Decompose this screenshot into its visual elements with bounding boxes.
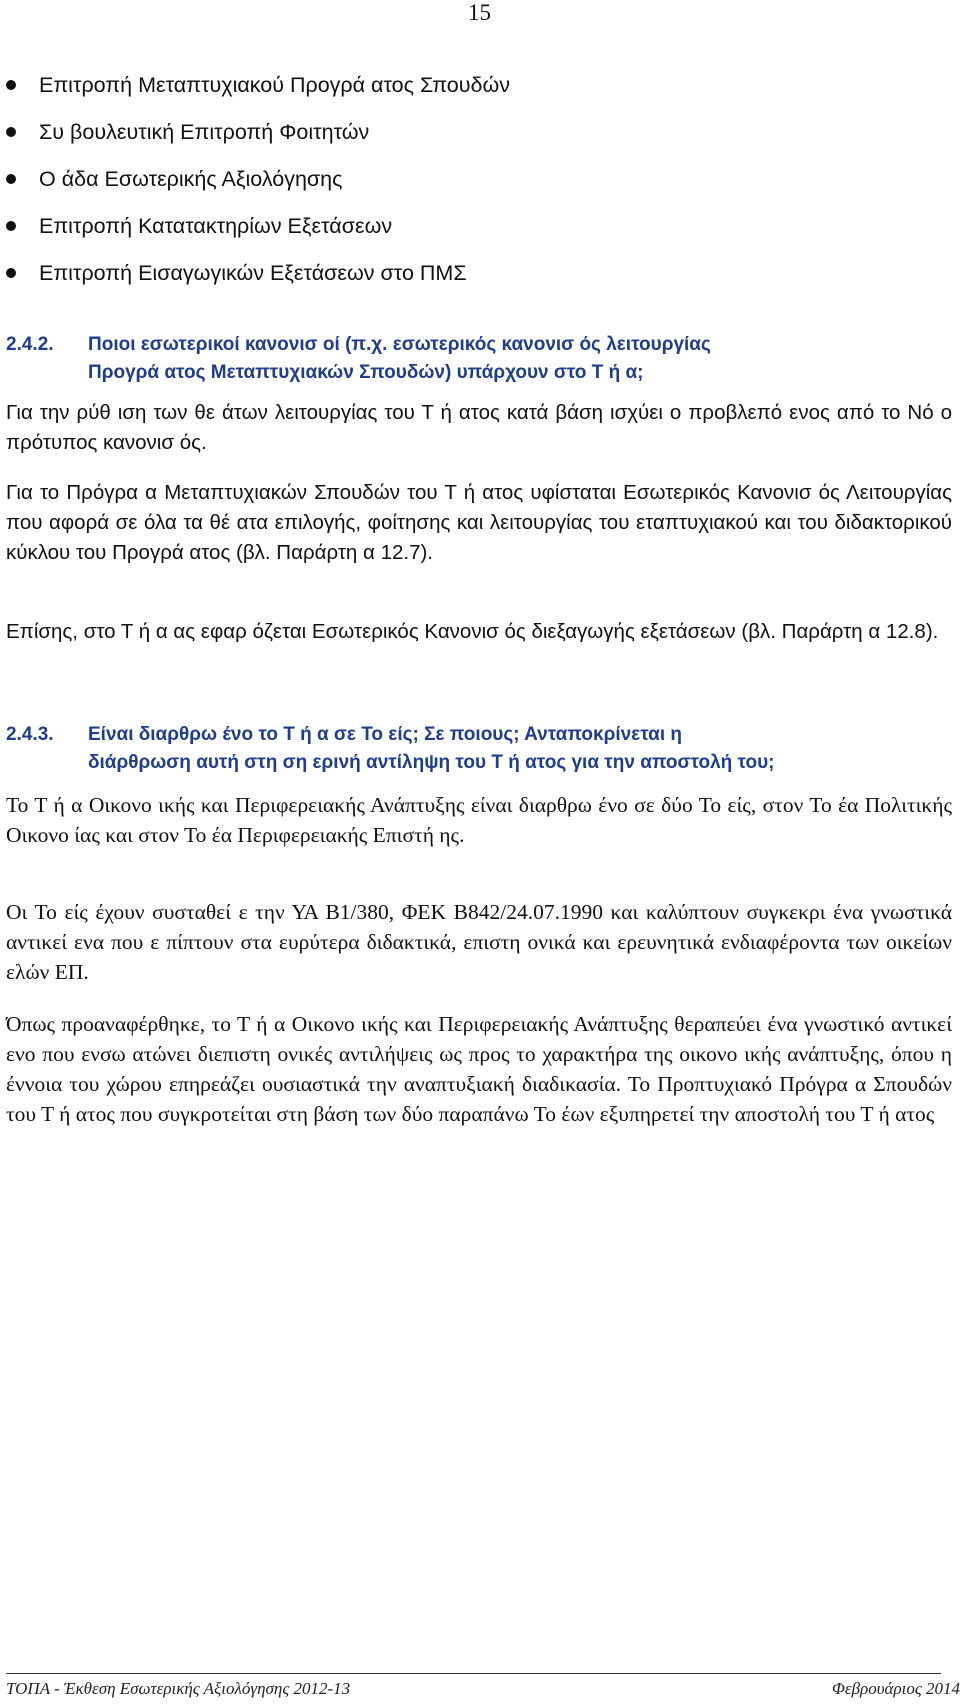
bullet-icon: [6, 127, 16, 137]
page-number: 15: [468, 0, 491, 25]
list-item: [6, 211, 510, 258]
section-heading-2-4-3: [6, 721, 954, 777]
heading-line-1: [6, 331, 954, 359]
paragraph: Οι Το είς έχουν συσταθεί ε την ΥΑ Β1/380, ΦΕΚ Β842/24.07.1990 και καλύπτουν συγκεκρι ένα γνωστικά αντικεί ενα που ε πίπτουν στα ευρύτερα διδακτικά, επιστη ονικά και ερευνητικά ενδιαφέροντα των οικείων ελών ΕΠ.: [6, 900, 952, 984]
heading-text: Είναι διαρθρω ένο το Τ ή α σε Το είς; Σε ποιους; Ανταποκρίνεται η: [88, 724, 682, 745]
list-item-text: Επιτροπή Κατατακτηρίων Εξετάσεων: [39, 214, 393, 238]
footer-left-text: ΤΟΠΑ - Έκθεση Εσωτερικής Αξιολόγησης 2012-13: [6, 1679, 351, 1698]
list-item-text: Επιτροπή Μεταπτυχιακού Προγρά ατος Σπουδών: [39, 73, 510, 97]
bullet-list: [6, 70, 510, 305]
list-item-text: Ο άδα Εσωτερικής Αξιολόγησης: [39, 167, 343, 191]
heading-line-2: διάρθρωση αυτή στη ση ερινή αντίληψη του Τ ή ατος για την αποστολή του;: [88, 752, 775, 773]
list-item: [6, 70, 510, 117]
list-item: [6, 258, 510, 305]
heading-text: Ποιοι εσωτερικοί κανονισ οί (π.χ. εσωτερικός κανονισ ός λειτουργίας: [88, 334, 711, 355]
heading-line-1: [6, 721, 954, 749]
footer-right-text: Φεβρουάριος 2014: [831, 1679, 960, 1698]
paragraph: Για την ρύθ ιση των θε άτων λειτουργίας του Τ ή ατος κατά βάση ισχύει ο προβλεπό ενος από το Νό ο πρότυπος κανονισ ός.: [6, 401, 952, 454]
list-item: [6, 164, 510, 211]
list-item-text: Επιτροπή Εισαγωγικών Εξετάσεων στο ΠΜΣ: [39, 261, 467, 285]
heading-line-2: Προγρά ατος Μεταπτυχιακών Σπουδών) υπάρχουν στο Τ ή α;: [88, 362, 644, 383]
bullet-icon: [6, 221, 16, 231]
bullet-icon: [6, 174, 16, 184]
heading-number: 2.4.2.: [6, 334, 54, 355]
paragraph: Το Τ ή α Οικονο ικής και Περιφερειακής Ανάπτυξης είναι διαρθρω ένο σε δύο Το είς, στον Το έα Πολιτικής Οικονο ίας και στον Το έα Περιφερειακής Επιστή ης.: [6, 793, 952, 847]
bullet-icon: [6, 268, 16, 278]
paragraph: Όπως προαναφέρθηκε, το Τ ή α Οικονο ικής και Περιφερειακής Ανάπτυξης θεραπεύει ένα γνωστικό αντικεί ενο που ενσω ατώνει διεπιστη ονικές αντιλήψεις ως προς το χαρακτήρα της οικονο ικής ανάπτυξης, όπου η έννοια του χώρου επηρεάζει ουσιαστικά την αναπτυξιακή διαδικασία. Το Προπτυχιακό Πρόγρα α Σπουδών του Τ ή ατος που συγκροτείται στη βάση των δύο παραπάνω Το έων εξυπηρετεί την αποστολή του Τ ή ατος: [6, 1012, 952, 1126]
paragraph: Για το Πρόγρα α Μεταπτυχιακών Σπουδών του Τ ή ατος υφίσταται Εσωτερικός Κανονισ ός Λειτουργίας που αφορά σε όλα τα θέ ατα επιλογής, φοίτησης και λειτουργίας του εταπτυχιακού και του διδακτορικού κύκλου του Προγρά ατος (βλ. Παράρτη α 12.7).: [6, 481, 952, 564]
bullet-icon: [6, 80, 16, 90]
list-item: [6, 117, 510, 164]
footer-divider: [6, 1673, 941, 1674]
section-heading-2-4-2: [6, 331, 954, 387]
heading-number: 2.4.3.: [6, 724, 54, 745]
list-item-text: Συ βουλευτική Επιτροπή Φοιτητών: [39, 120, 370, 144]
paragraph: Επίσης, στο Τ ή α ας εφαρ όζεται Εσωτερικός Κανονισ ός διεξαγωγής εξετάσεων (βλ. Παράρτη α 12.8).: [6, 620, 939, 643]
